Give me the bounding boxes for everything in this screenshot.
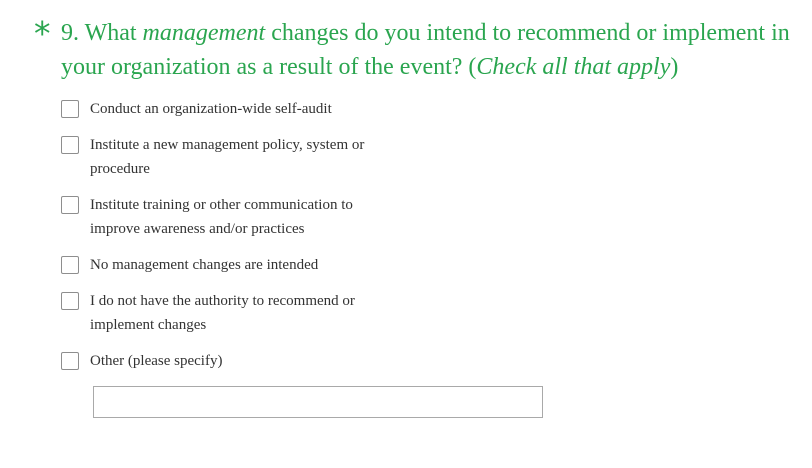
checkbox[interactable]	[61, 136, 79, 154]
checkbox[interactable]	[61, 256, 79, 274]
option-other[interactable]	[61, 349, 421, 373]
question-title	[34, 16, 794, 84]
checkbox[interactable]	[61, 196, 79, 214]
checkbox[interactable]	[61, 292, 79, 310]
option-training[interactable]	[61, 193, 421, 241]
question-instruction: Check all that apply	[476, 54, 671, 80]
option-new-policy[interactable]	[61, 133, 421, 181]
question-text-before: What	[79, 20, 143, 46]
question-text-end: )	[670, 54, 679, 80]
checkbox[interactable]	[61, 352, 79, 370]
question-text-after: changes do you intend to recommend or implement in your organization as a result of the event? (	[61, 20, 790, 80]
question-block	[34, 16, 794, 84]
question-text-emphasis: management	[142, 20, 266, 46]
option-label: I do not have the authority to recommend or implement changes	[90, 293, 355, 333]
option-label: Institute training or other communication to improve awareness and/or practices	[90, 197, 353, 237]
option-label: Conduct an organization-wide self-audit	[90, 101, 332, 117]
required-asterisk-icon: *	[34, 14, 51, 53]
option-label: Institute a new management policy, system or procedure	[90, 137, 365, 177]
option-label: No management changes are intended	[90, 257, 319, 273]
option-no-authority[interactable]	[61, 289, 421, 337]
option-self-audit[interactable]	[61, 97, 421, 121]
other-specify-input[interactable]	[93, 386, 543, 418]
checkbox[interactable]	[61, 100, 79, 118]
option-label: Other (please specify)	[90, 353, 223, 369]
question-number: 9.	[61, 20, 79, 46]
option-no-changes[interactable]	[61, 253, 421, 277]
options-list	[61, 97, 421, 385]
